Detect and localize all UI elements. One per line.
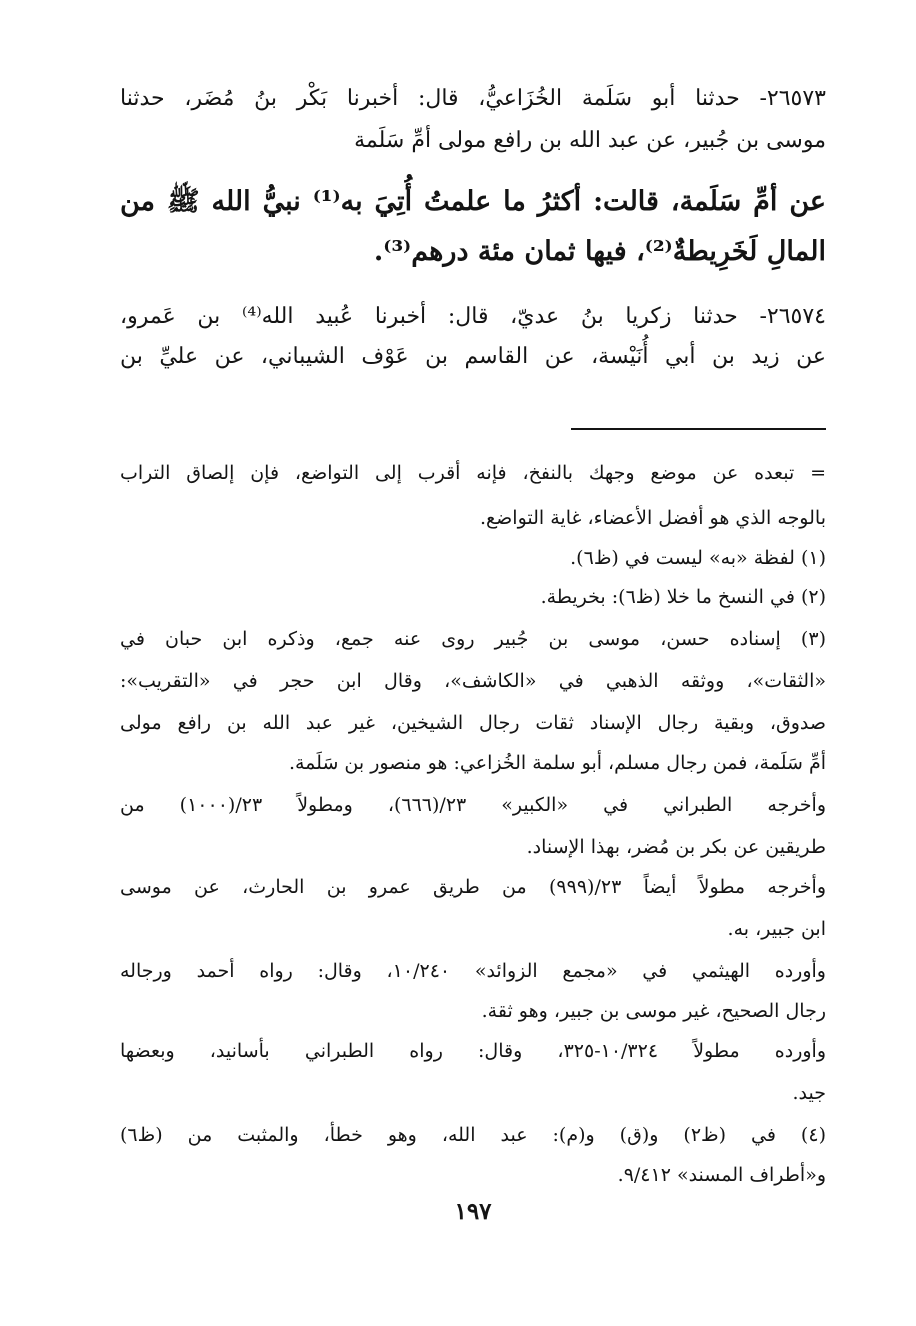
footnote-line: بالوجه الذي هو أفضل الأعضاء، غاية التواضع. <box>480 507 826 529</box>
footnote-2: (٢) في النسخ ما خلا (ظ٦): بخريطة. <box>540 586 826 608</box>
footnote-1: (١) لفظة «به» ليست في (ظ٦). <box>570 547 826 569</box>
footnote-line: ابن جبير، به. <box>727 918 826 940</box>
footnote-line: = تبعده عن موضع وجهك بالنفخ، فإنه أقرب إلى التواضع، فإن إلصاق التراب <box>120 462 826 484</box>
hadith-26573-isnad-line-1: ٢٦٥٧٣- حدثنا أبو سَلَمة الخُزَاعيُّ، قال: أخبرنا بَكْر بنُ مُضَر، حدثنا <box>120 86 826 111</box>
hadith-26574-isnad-line-1: ٢٦٥٧٤- حدثنا زكريا بنُ عديّ، قال: أخبرنا عُبيد الله⁽⁴⁾ بن عَمرو، <box>120 304 826 329</box>
footnote-line: طريقين عن بكر بن مُضر، بهذا الإسناد. <box>526 836 826 858</box>
hadith-26573-matn-line-2: المالِ لَخَرِيطةٌ⁽²⁾، فيها ثمان مئة درهم⁽³⁾. <box>373 236 826 267</box>
footnote-line: جيد. <box>792 1082 826 1104</box>
hadith-26574-isnad-line-2: عن زيد بن أبي أُنَيْسة، عن القاسم بن عَوْف الشيباني، عن عليِّ بن <box>120 344 826 369</box>
hadith-26573-matn-line-1: عن أمِّ سَلَمة، قالت: أكثرُ ما علمتُ أُتِيَ به⁽¹⁾ نبيُّ الله ﷺ من <box>120 186 826 217</box>
footnote-line: وأخرجه مطولاً أيضاً ٢٣/(٩٩٩) من طريق عمرو بن الحارث، عن موسى <box>120 876 827 898</box>
footnote-line: صدوق، وبقية رجال الإسناد ثقات رجال الشيخين، غير عبد الله بن رافع مولى <box>120 712 826 734</box>
footnote-3: (٣) إسناده حسن، موسى بن جُبير روى عنه جمع، وذكره ابن حبان في <box>120 628 826 650</box>
footnote-line: أمِّ سَلَمة، فمن رجال مسلم، أبو سلمة الخُزاعي: هو منصور بن سَلَمة. <box>288 752 826 774</box>
hadith-26573-isnad-line-2: موسى بن جُبير، عن عبد الله بن رافع مولى أمِّ سَلَمة <box>354 128 826 153</box>
footnote-line: و«أطراف المسند» ٩/٤١٢. <box>617 1164 826 1186</box>
book-page <box>120 0 826 1326</box>
footnote-4: (٤) في (ظ٢) و(ق) و(م): عبد الله، وهو خطأ، والمثبت من (ظ٦) <box>120 1124 826 1146</box>
footnote-line: «الثقات»، ووثقه الذهبي في «الكاشف»، وقال ابن حجر في «التقريب»: <box>120 670 826 692</box>
footnote-line: وأورده الهيثمي في «مجمع الزوائد» ١٠/٢٤٠، وقال: رواه أحمد ورجاله <box>120 960 826 982</box>
page-number: ١٩٧ <box>454 1198 492 1225</box>
footnote-separator <box>571 428 826 430</box>
footnote-line: وأخرجه الطبراني في «الكبير» ٢٣/(٦٦٦)، ومطولاً ٢٣/(١٠٠٠) من <box>120 794 826 816</box>
footnote-line: وأورده مطولاً ١٠/٣٢٤-٣٢٥، وقال: رواه الطبراني بأسانيد، وبعضها <box>120 1040 826 1062</box>
footnote-line: رجال الصحيح، غير موسى بن جبير، وهو ثقة. <box>481 1000 826 1022</box>
